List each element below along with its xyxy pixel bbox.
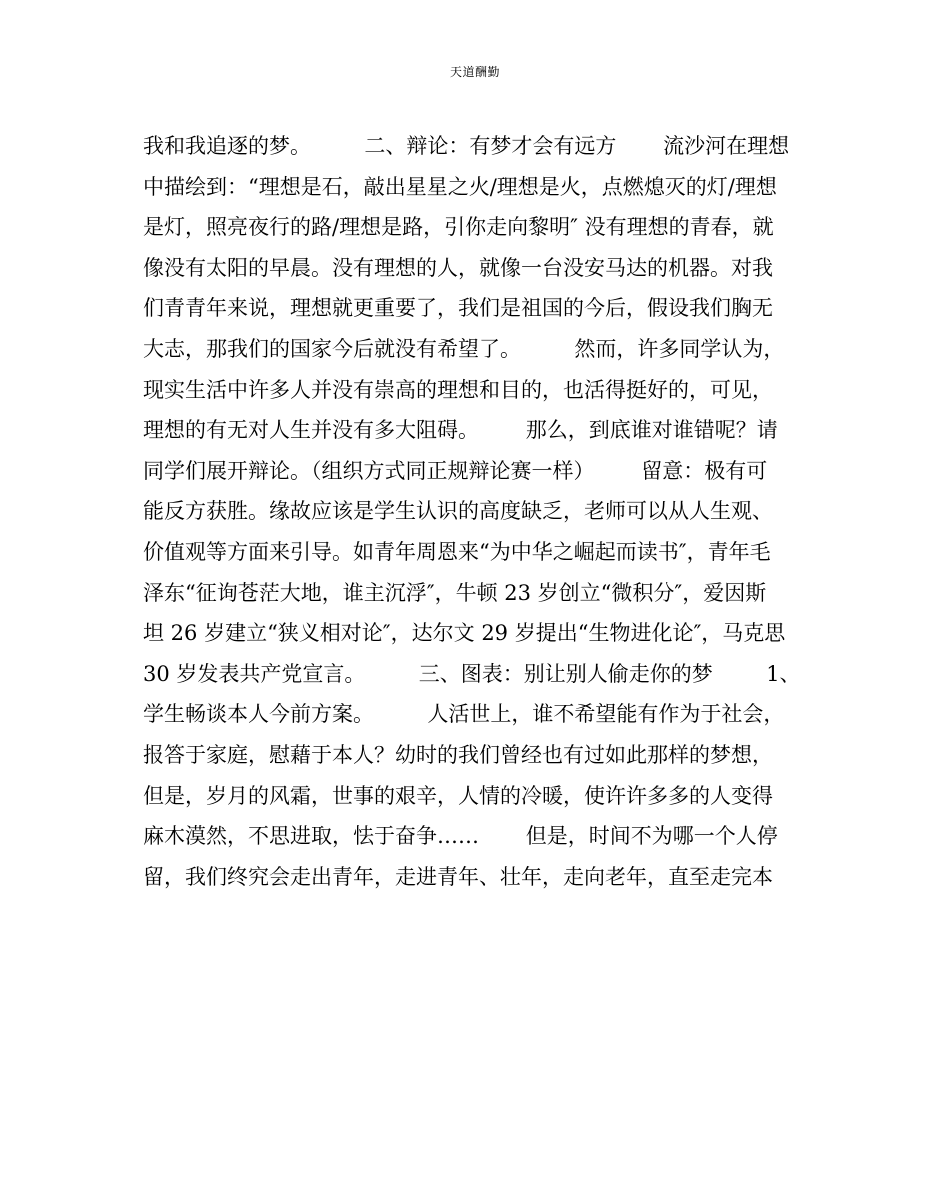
text-line: 现实生活中许多人并没有崇高的理想和目的，也活得挺好的，可见， — [143, 377, 773, 402]
text-line: 30 岁发表共产党宣言。 三、图表：别让别人偷走你的梦 1、 — [143, 661, 801, 686]
text-line: 坦 26 岁建立“狭义相对论″，达尔文 29 岁提出“生物进化论″，马克思 — [143, 621, 786, 646]
text-line: 能反方获胜。缘故应该是学生认识的高度缺乏，老师可以从人生观、 — [143, 499, 773, 524]
text-line: 同学们展开辩论。（组织方式同正规辩论赛一样） 留意：极有可 — [143, 458, 768, 483]
text-line: 留，我们终究会走出青年，走进青年、壮年，走向老年，直至走完本 — [143, 864, 773, 889]
text-line: 中描绘到：“理想是石，敲出星星之火/理想是火，点燃熄灭的灯/理想 — [143, 174, 777, 199]
text-line: 理想的有无对人生并没有多大阻碍。 那么，到底谁对谁错呢？请 — [143, 418, 778, 443]
text-line: 学生畅谈本人今前方案。 人活世上，谁不希望能有作为于社会， — [143, 702, 785, 727]
body-text — [143, 126, 811, 897]
text-line: 像没有太阳的早晨。没有理想的人，就像一台没安马达的机器。对我 — [143, 255, 773, 280]
text-line: 价值观等方面来引导。如青年周恩来“为中华之崛起而读书″，青年毛 — [143, 539, 771, 564]
text-line: 麻木漠然，不思进取，怯于奋争…… 但是，时间不为哪一个人停 — [143, 824, 778, 849]
page-header: 天道酬勤 — [449, 65, 500, 79]
text-line: 是灯，照亮夜行的路/理想是路，引你走向黎明″ 没有理想的青春，就 — [143, 215, 774, 240]
text-line: 报答于家庭，慰藉于本人？幼时的我们曾经也有过如此那样的梦想， — [143, 742, 773, 767]
text-line: 们青青年来说，理想就更重要了，我们是祖国的今后，假设我们胸无 — [143, 296, 773, 321]
text-line: 但是，岁月的风霜，世事的艰辛，人情的冷暖，使许许多多的人变得 — [143, 783, 773, 808]
text-line: 我和我追逐的梦。 二、辩论：有梦才会有远方 流沙河在理想 — [143, 134, 790, 158]
text-line: 大志，那我们的国家今后就没有希望了。 然而，许多同学认为， — [143, 336, 785, 361]
text-line: 泽东“征询苍茫大地，谁主沉浮″，牛顿 23 岁创立“微积分″，爱因斯 — [143, 580, 767, 605]
